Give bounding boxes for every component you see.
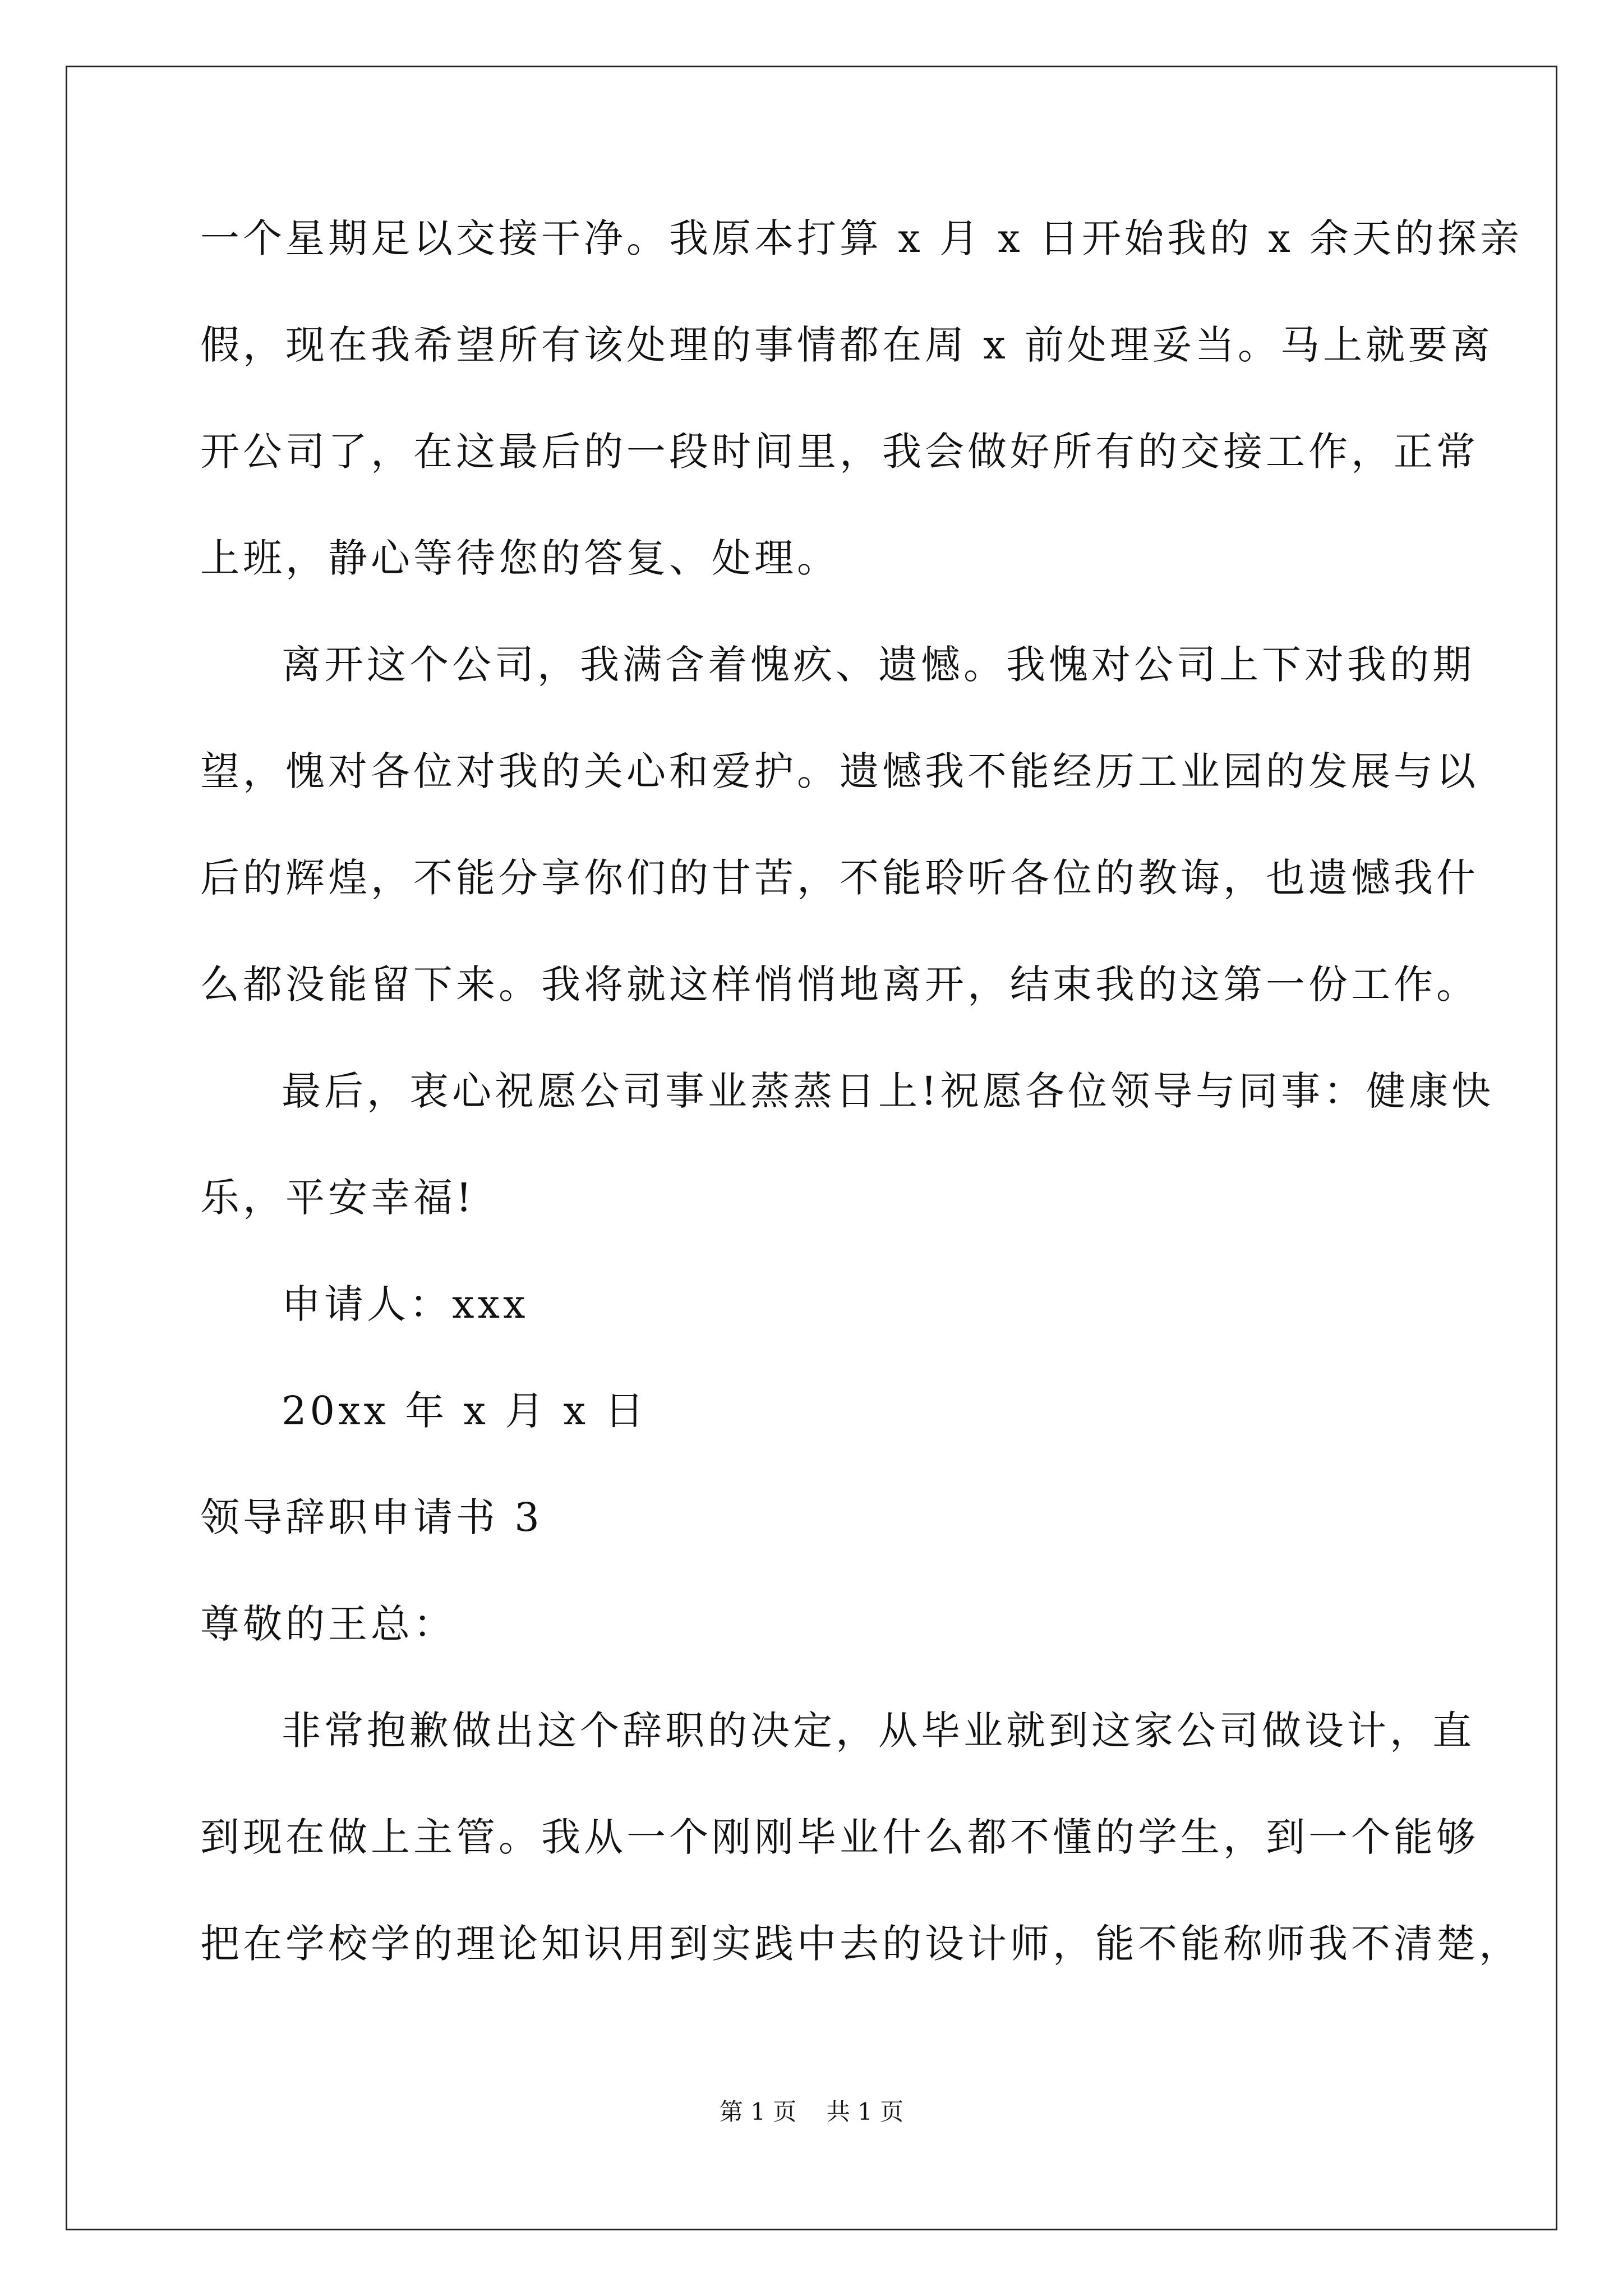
paragraph-line-5: 离开这个公司，我满含着愧疚、遗憾。我愧对公司上下对我的期 [282,642,1475,688]
paragraph-line-2: 假，现在我希望所有该处理的事情都在周 x 前处理妥当。马上就要离 [200,322,1493,368]
paragraph-line-4: 上班，静心等待您的答复、处理。 [200,535,840,581]
paragraph-line-15: 非常抱歉做出这个辞职的决定，从毕业就到这家公司做设计，直 [282,1708,1475,1754]
page-border [66,66,1557,2230]
page-footer: 第 1 页 共 1 页 [719,2098,904,2125]
date-line: 20xx 年 x 月 x 日 [282,1388,648,1434]
paragraph-line-9: 最后，衷心祝愿公司事业蒸蒸日上!祝愿各位领导与同事：健康快 [282,1068,1495,1114]
salutation: 尊敬的王总： [200,1601,456,1647]
paragraph-line-16: 到现在做上主管。我从一个刚刚毕业什么都不懂的学生，到一个能够 [200,1814,1479,1860]
paragraph-line-17: 把在学校学的理论知识用到实践中去的设计师，能不能称师我不清楚， [200,1921,1521,1967]
paragraph-line-3: 开公司了，在这最后的一段时间里，我会做好所有的交接工作，正常 [200,429,1479,475]
paragraph-line-1: 一个星期足以交接干净。我原本打算 x 月 x 日开始我的 x 余天的探亲 [200,215,1523,261]
section-title: 领导辞职申请书 3 [200,1494,543,1540]
paragraph-line-6: 望，愧对各位对我的关心和爱护。遗憾我不能经历工业园的发展与以 [200,748,1479,794]
paragraph-line-7: 后的辉煌，不能分享你们的甘苦，不能聆听各位的教诲，也遗憾我什 [200,855,1479,901]
applicant-line: 申请人：xxx [282,1281,529,1327]
paragraph-line-8: 么都没能留下来。我将就这样悄悄地离开，结束我的这第一份工作。 [200,961,1479,1007]
paragraph-line-10: 乐，平安幸福! [200,1175,476,1221]
